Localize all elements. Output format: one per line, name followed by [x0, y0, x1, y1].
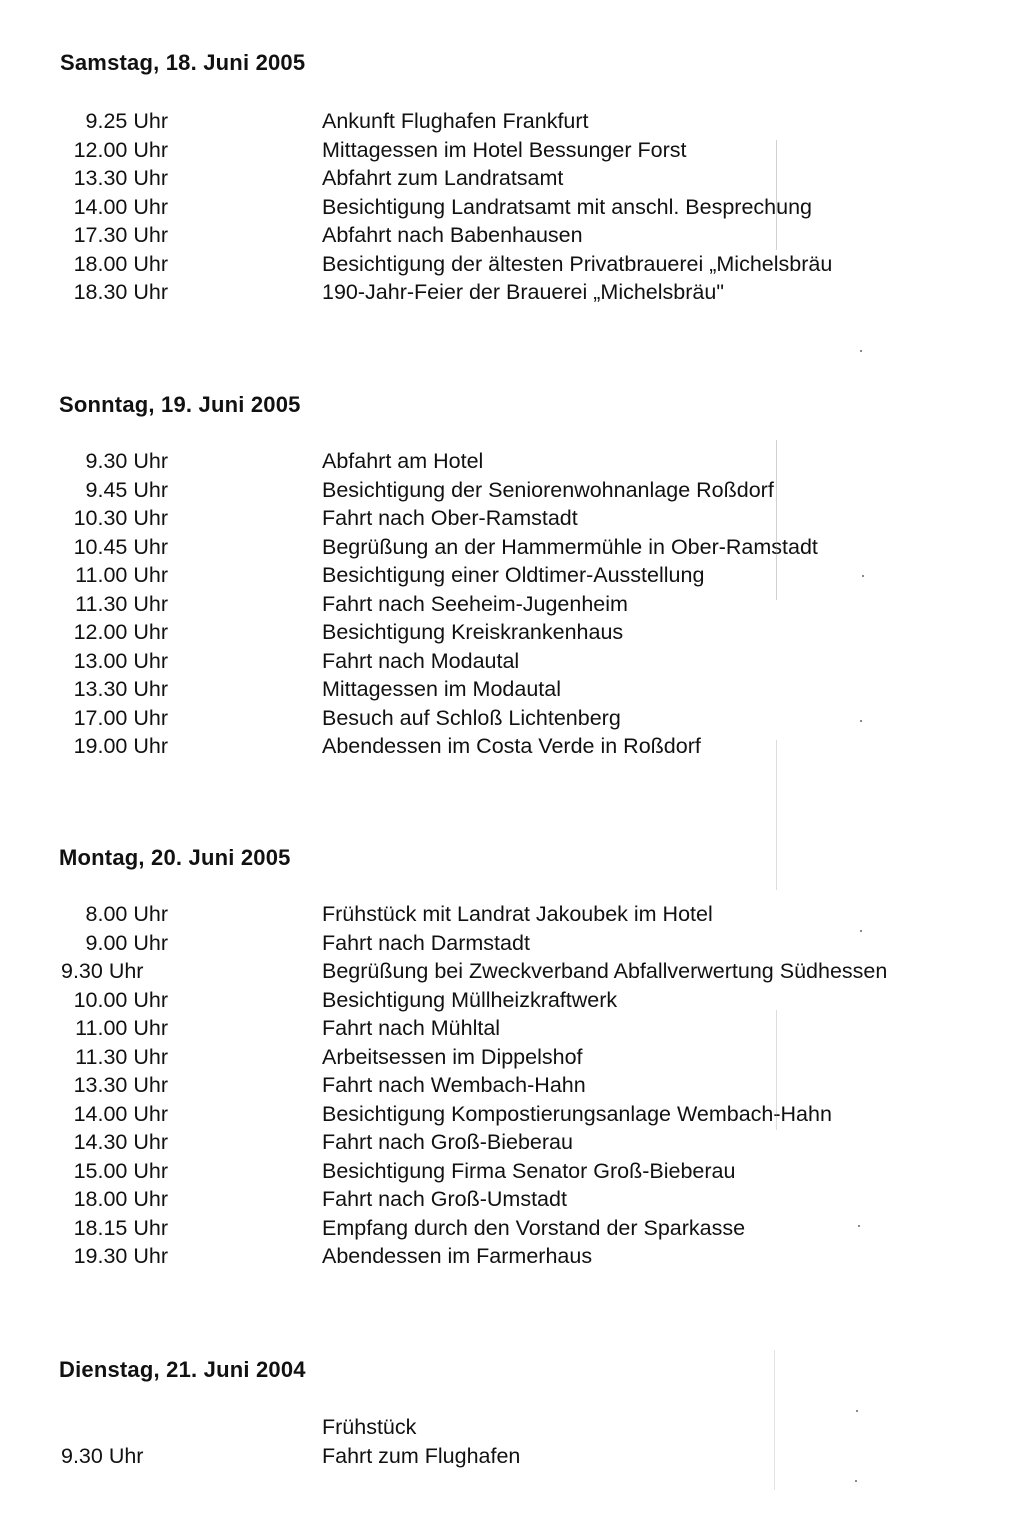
schedule-row: [0, 107, 1024, 136]
activity-label: Abfahrt am Hotel: [322, 449, 484, 473]
activity-label: Begrüßung an der Hammermühle in Ober-Ramstadt: [322, 534, 818, 559]
schedule-row: [0, 704, 1024, 733]
schedule-list: [0, 900, 1024, 1271]
schedule-row: [0, 1242, 1024, 1271]
activity-label: Mittagessen im Hotel Bessunger Forst: [322, 137, 687, 162]
scan-artifact-dot: [856, 1410, 858, 1412]
day-heading: Dienstag, 21. Juni 2004: [59, 1357, 306, 1382]
schedule-row: [0, 1100, 1024, 1129]
activity-label: Fahrt nach Wembach-Hahn: [322, 1073, 586, 1097]
time-label: 9.30 Uhr: [61, 959, 144, 983]
schedule-list: [0, 447, 1024, 761]
activity-label: Fahrt nach Modautal: [322, 648, 520, 673]
activity-label: Arbeitsessen im Dippelshof: [322, 1044, 583, 1069]
time-label: 11.30 Uhr: [75, 1044, 168, 1069]
schedule-list: [0, 1413, 1024, 1470]
time-label: 18.15 Uhr: [73, 1215, 168, 1240]
time-label: 13.00 Uhr: [73, 648, 168, 673]
activity-label: Besichtigung Kreiskrankenhaus: [322, 620, 624, 644]
time-label: 10.45 Uhr: [73, 534, 168, 559]
schedule-row: [0, 590, 1024, 619]
time-label: 19.30 Uhr: [73, 1244, 168, 1268]
schedule-row: [0, 1043, 1024, 1072]
schedule-row: [0, 1442, 1024, 1471]
time-label: 12.00 Uhr: [73, 620, 168, 644]
scan-artifact-dot: [860, 930, 862, 932]
activity-label: Abendessen im Farmerhaus: [322, 1244, 593, 1268]
time-label: 18.30 Uhr: [73, 280, 168, 304]
time-label: 11.30 Uhr: [75, 591, 168, 616]
activity-label: Fahrt nach Darmstadt: [322, 930, 530, 955]
schedule-row: [0, 1014, 1024, 1043]
activity-label: Fahrt nach Seeheim-Jugenheim: [322, 591, 628, 616]
activity-label: 190-Jahr-Feier der Brauerei „Michelsbräu": [322, 280, 724, 304]
scan-artifact-line: [776, 140, 777, 250]
schedule-row: [0, 193, 1024, 222]
activity-label: Frühstück: [322, 1415, 417, 1439]
time-label: 14.30 Uhr: [73, 1130, 168, 1154]
time-label: 11.00 Uhr: [75, 563, 168, 587]
schedule-row: [0, 647, 1024, 676]
day-heading: Sonntag, 19. Juni 2005: [59, 392, 301, 417]
time-label: 11.00 Uhr: [75, 1016, 168, 1040]
activity-label: Besichtigung Müllheizkraftwerk: [322, 987, 618, 1012]
activity-label: Fahrt nach Mühltal: [322, 1016, 501, 1040]
activity-label: Besichtigung Landratsamt mit anschl. Besprechung: [322, 194, 812, 219]
schedule-row: [0, 1214, 1024, 1243]
schedule-row: [0, 561, 1024, 590]
scan-artifact-line: [776, 440, 777, 600]
schedule-row: [0, 278, 1024, 307]
activity-label: Abfahrt nach Babenhausen: [322, 223, 583, 247]
activity-label: Besichtigung Kompostierungsanlage Wembach-Hahn: [322, 1101, 832, 1126]
time-label: 17.00 Uhr: [73, 705, 168, 730]
schedule-row: [0, 476, 1024, 505]
day-heading: Montag, 20. Juni 2005: [59, 845, 291, 870]
schedule-row: [0, 221, 1024, 250]
schedule-row: [0, 250, 1024, 279]
schedule-row: [0, 618, 1024, 647]
schedule-row: [0, 1128, 1024, 1157]
activity-label: Empfang durch den Vorstand der Sparkasse: [322, 1215, 746, 1240]
time-label: 18.00 Uhr: [73, 1187, 168, 1211]
schedule-row: [0, 1157, 1024, 1186]
activity-label: Besuch auf Schloß Lichtenberg: [322, 705, 621, 730]
schedule-row: [0, 1413, 1024, 1442]
time-label: 9.00 Uhr: [85, 930, 168, 955]
schedule-row: [0, 986, 1024, 1015]
time-label: 14.00 Uhr: [73, 1101, 168, 1126]
schedule-row: [0, 957, 1024, 986]
schedule-row: [0, 447, 1024, 476]
schedule-list: [0, 107, 1024, 307]
scan-artifact-line: [774, 1350, 775, 1490]
day-heading: Samstag, 18. Juni 2005: [60, 50, 306, 75]
schedule-row: [0, 929, 1024, 958]
schedule-row: [0, 504, 1024, 533]
schedule-row: [0, 1185, 1024, 1214]
time-label: 9.25 Uhr: [85, 109, 168, 133]
activity-label: Fahrt nach Ober-Ramstadt: [322, 506, 578, 530]
scan-artifact-line: [776, 740, 777, 890]
schedule-row: [0, 533, 1024, 562]
schedule-row: [0, 900, 1024, 929]
time-label: 19.00 Uhr: [73, 734, 168, 758]
scan-artifact-line: [776, 1010, 777, 1130]
time-label: 10.00 Uhr: [73, 987, 168, 1012]
activity-label: Besichtigung einer Oldtimer-Ausstellung: [322, 563, 705, 587]
activity-label: Ankunft Flughafen Frankfurt: [322, 109, 589, 133]
time-label: 9.30 Uhr: [85, 449, 168, 473]
schedule-row: [0, 675, 1024, 704]
time-label: 13.30 Uhr: [73, 166, 168, 190]
time-label: 15.00 Uhr: [73, 1158, 168, 1183]
schedule-row: [0, 732, 1024, 761]
time-label: 13.30 Uhr: [73, 1073, 168, 1097]
time-label: 12.00 Uhr: [73, 137, 168, 162]
time-label: 17.30 Uhr: [73, 223, 168, 247]
schedule-row: [0, 136, 1024, 165]
time-label: 9.45 Uhr: [85, 477, 168, 502]
activity-label: Besichtigung der Seniorenwohnanlage Roßdorf: [322, 477, 774, 502]
time-label: 9.30 Uhr: [61, 1443, 144, 1468]
activity-label: Fahrt nach Groß-Umstadt: [322, 1187, 567, 1211]
activity-label: Fahrt nach Groß-Bieberau: [322, 1130, 573, 1154]
scan-artifact-dot: [862, 575, 864, 577]
activity-label: Abfahrt zum Landratsamt: [322, 166, 564, 190]
time-label: 18.00 Uhr: [73, 251, 168, 276]
activity-label: Mittagessen im Modautal: [322, 677, 561, 701]
scan-artifact-dot: [855, 1480, 857, 1482]
scan-artifact-dot: [860, 720, 862, 722]
schedule-row: [0, 1071, 1024, 1100]
time-label: 14.00 Uhr: [73, 194, 168, 219]
time-label: 13.30 Uhr: [73, 677, 168, 701]
time-label: 10.30 Uhr: [73, 506, 168, 530]
activity-label: Abendessen im Costa Verde in Roßdorf: [322, 734, 701, 758]
activity-label: Frühstück mit Landrat Jakoubek im Hotel: [322, 902, 713, 926]
activity-label: Fahrt zum Flughafen: [322, 1443, 521, 1468]
activity-label: Besichtigung Firma Senator Groß-Bieberau: [322, 1158, 736, 1183]
activity-label: Besichtigung der ältesten Privatbrauerei „Michelsbräu: [322, 251, 833, 276]
schedule-row: [0, 164, 1024, 193]
time-label: 8.00 Uhr: [85, 902, 168, 926]
scan-artifact-dot: [860, 350, 862, 352]
activity-label: Begrüßung bei Zweckverband Abfallverwertung Südhessen: [322, 959, 888, 983]
scan-artifact-dot: [858, 1225, 860, 1227]
